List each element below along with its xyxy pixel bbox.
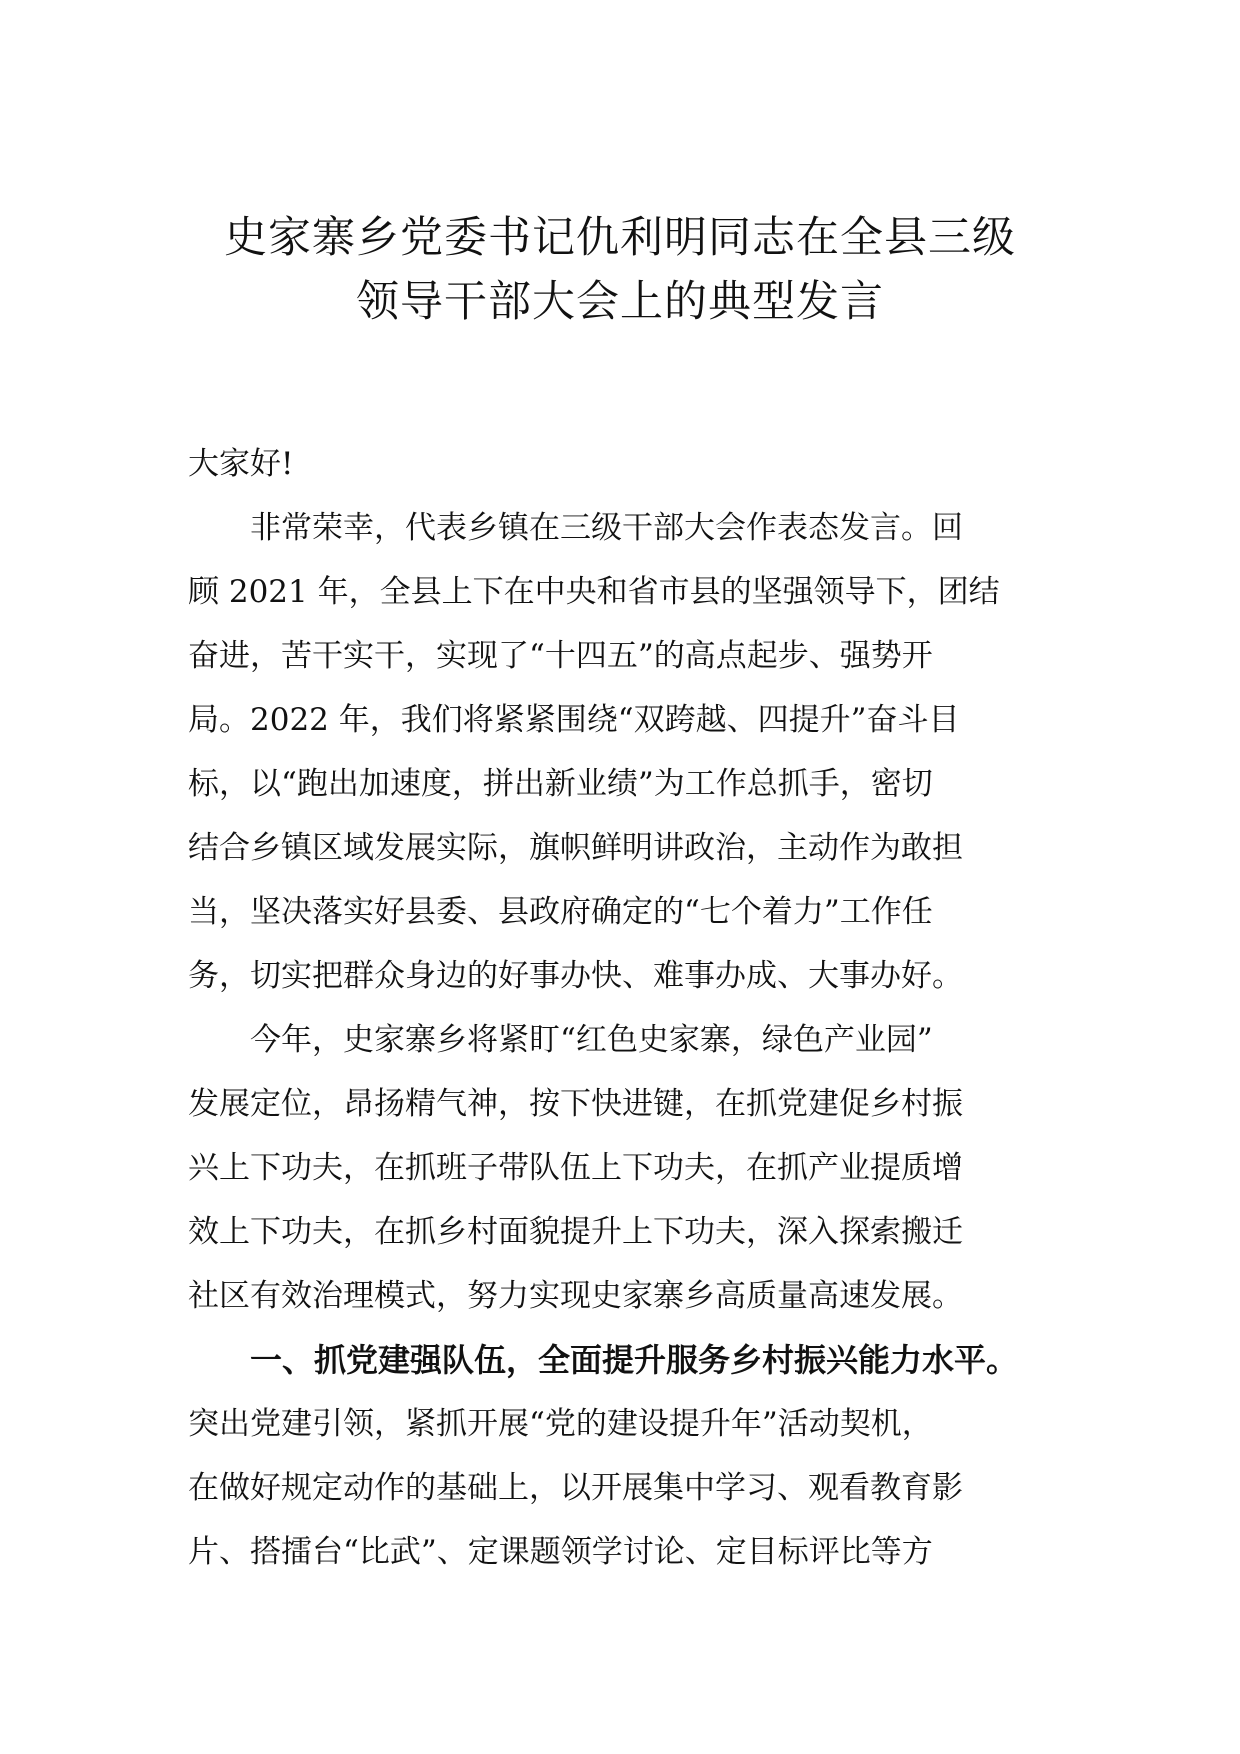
text-line: 效上下功夫，在抓乡村面貌提升上下功夫，深入探索搬迁: [188, 1214, 963, 1250]
text-line: 发展定位，昂扬精气神，按下快进键，在抓党建促乡村振: [188, 1086, 963, 1122]
title-line-2: 领导干部大会上的典型发言: [356, 277, 884, 327]
text-line: 突出党建引领，紧抓开展“党的建设提升年”活动契机，: [188, 1406, 933, 1442]
text-line: 非常荣幸，代表乡镇在三级干部大会作表态发言。回: [250, 510, 963, 546]
text-line: 奋进，苦干实干，实现了“十四五”的高点起步、强势开: [188, 638, 933, 674]
section-heading: 一、抓党建强队伍，全面提升服务乡村振兴能力水平。: [250, 1341, 1019, 1379]
text-line: 社区有效治理模式，努力实现史家寨乡高质量高速发展。: [188, 1278, 963, 1314]
document-body: [188, 432, 1068, 1584]
paragraph-2: [188, 1008, 1068, 1328]
text-line: 兴上下功夫，在抓班子带队伍上下功夫，在抓产业提质增: [188, 1150, 963, 1186]
text-line: 今年，史家寨乡将紧盯“红色史家寨，绿色产业园”: [250, 1022, 933, 1058]
text-line: 片、搭擂台“比武”、定课题领学讨论、定目标评比等方: [188, 1534, 933, 1570]
greeting: 大家好!: [188, 446, 294, 482]
text-line: 当，坚决落实好县委、县政府确定的“七个着力”工作任: [188, 894, 933, 930]
section-1: [188, 1328, 1068, 1584]
title-line-1: 史家寨乡党委书记仇利明同志在全县三级: [224, 213, 1016, 263]
text-line: 在做好规定动作的基础上，以开展集中学习、观看教育影: [188, 1470, 963, 1506]
text-line: 局。2022 年，我们将紧紧围绕“双跨越、四提升”奋斗目: [188, 702, 960, 738]
text-line: 结合乡镇区域发展实际，旗帜鲜明讲政治，主动作为敢担: [188, 830, 963, 866]
document-title: [160, 206, 1080, 334]
text-line: 顾 2021 年，全县上下在中央和省市县的坚强领导下，团结: [188, 574, 1000, 610]
text-line: 标，以“跑出加速度，拼出新业绩”为工作总抓手，密切: [188, 766, 933, 802]
paragraph-1: [188, 496, 1068, 1008]
text-line: 务，切实把群众身边的好事办快、难事办成、大事办好。: [188, 958, 963, 994]
